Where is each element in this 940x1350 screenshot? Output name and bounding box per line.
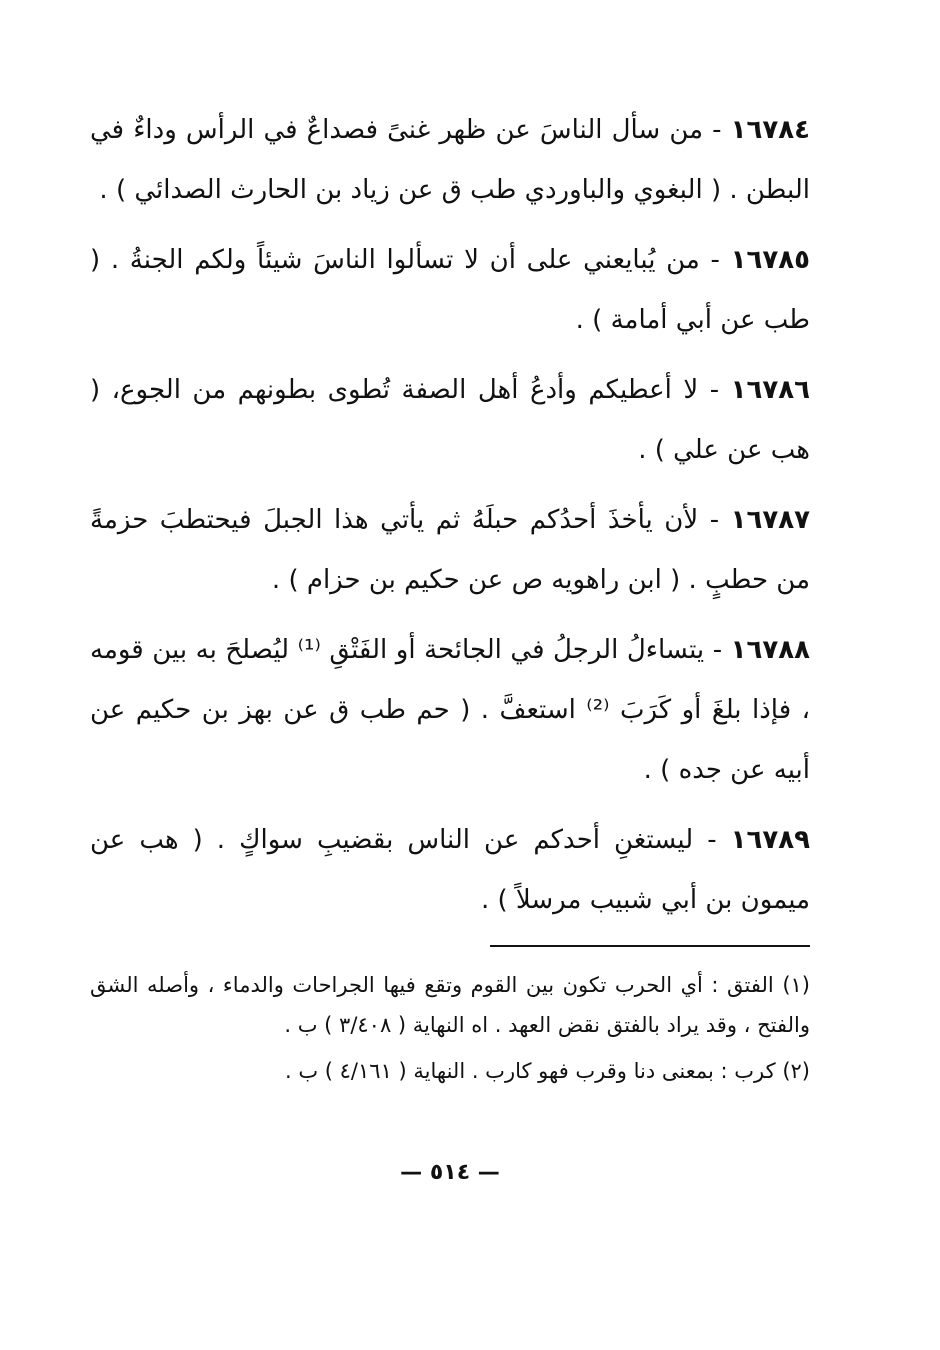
hadith-number: ١٦٧٨٨ <box>730 635 810 665</box>
hadith-text: يتساءلُ الرجلُ في الجائحة أو الفَتْقِ ⁽¹⁾ ليُصلحَ به بين قومه ، فإذا بلغَ أو كَرَبَ ⁽²⁾ استعفَّ . ( حم طب ق عن بهز بن حكيم عن أبيه عن جده ) . <box>90 635 810 785</box>
entry-dash: - <box>698 375 720 405</box>
footnote-marker: (٢) <box>782 1059 810 1083</box>
footnote-2 <box>90 1051 810 1091</box>
hadith-entry-16786 <box>90 360 810 480</box>
hadith-entry-16784 <box>90 100 810 220</box>
hadith-number: ١٦٧٨٧ <box>730 505 810 535</box>
entry-dash: - <box>703 115 722 145</box>
hadith-text: لأن يأخذَ أحدُكم حبلَهُ ثم يأتي هذا الجبلَ فيحتطبَ حزمةً من حطبٍ . ( ابن راهويه ص عن حكيم بن حزام ) . <box>90 505 810 595</box>
hadith-entry-16788 <box>90 620 810 800</box>
hadith-number: ١٦٧٨٩ <box>730 825 811 855</box>
footnotes <box>90 965 810 1097</box>
hadith-number: ١٦٧٨٦ <box>730 375 810 405</box>
hadith-text: من يُبايعني على أن لا تسألوا الناسَ شيئاً ولكم الجنةُ . ( طب عن أبي أمامة ) . <box>90 245 810 335</box>
hadith-text: ليستغنِ أحدكم عن الناس بقضيبِ سواكٍ . ( هب عن ميمون بن أبي شبيب مرسلاً ) . <box>90 825 810 915</box>
footnote-text: كرب : بمعنى دنا وقرب فهو كارب . النهاية ( ٤/١٦١ ) ب . <box>284 1059 776 1083</box>
entry-dash: - <box>693 825 717 855</box>
footnote-1 <box>90 965 810 1045</box>
page-number: — ٥١٤ — <box>400 1160 500 1185</box>
hadith-number: ١٦٧٨٤ <box>730 115 811 145</box>
entry-dash: - <box>704 635 723 665</box>
entry-dash: - <box>699 245 720 275</box>
entry-dash: - <box>698 505 720 535</box>
hadith-text: من سأل الناسَ عن ظهر غنىً فصداعٌ في الرأس وداءٌ في البطن . ( البغوي والباوردي طب ق عن زياد بن الحارث الصدائي ) . <box>90 115 810 205</box>
footnote-divider <box>490 945 810 947</box>
document-page <box>90 100 810 1320</box>
hadith-entry-16787 <box>90 490 810 610</box>
footnote-text: الفتق : أي الحرب تكون بين القوم وتقع فيها الجراحات والدماء ، وأصله الشق والفتح ، وقد يراد بالفتق نقض العهد . اه النهاية ( ٣/٤٠٨ ) ب . <box>90 973 810 1037</box>
hadith-entry-16789 <box>90 810 810 930</box>
hadith-text: لا أعطيكم وأدعُ أهل الصفة تُطوى بطونهم من الجوع، ( هب عن علي ) . <box>90 375 810 465</box>
footnote-marker: (١) <box>782 973 810 997</box>
hadith-entry-16785 <box>90 230 810 350</box>
hadith-number: ١٦٧٨٥ <box>730 245 810 275</box>
